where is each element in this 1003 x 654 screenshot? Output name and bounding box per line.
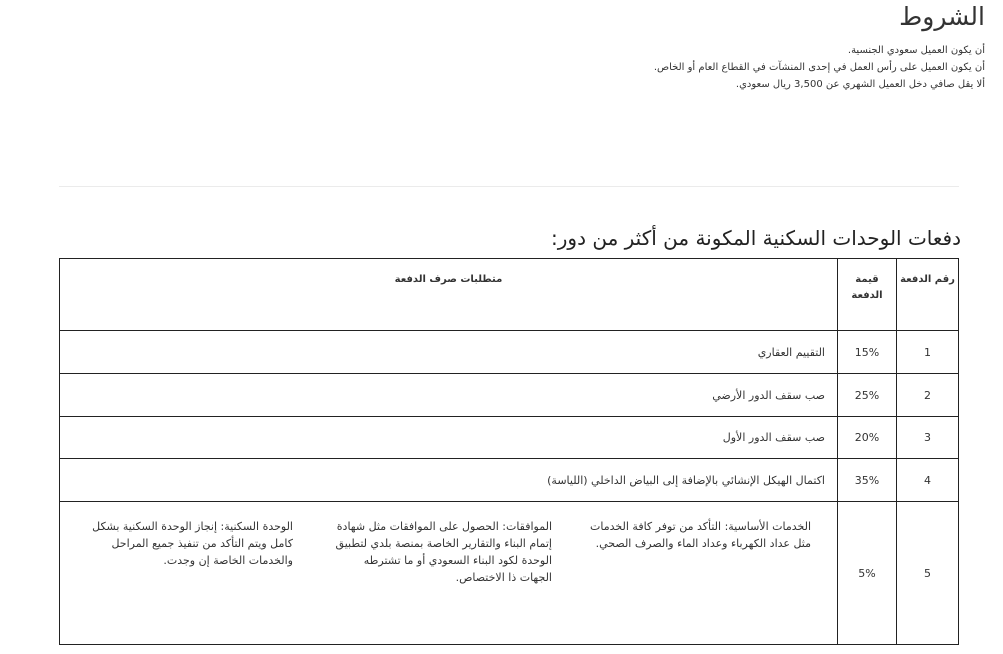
payment-requirement: التقييم العقاري: [60, 331, 838, 374]
condition-item: أن يكون العميل على رأس العمل في إحدى المنشآت في القطاع العام أو الخاص.: [653, 62, 985, 73]
condition-item: ألا يقل صافي دخل العميل الشهري عن 3,500 ريال سعودي.: [735, 79, 985, 90]
table-row: [60, 417, 959, 459]
header-payment-value: قيمة الدفعة: [838, 259, 897, 331]
payments-title: دفعات الوحدات السكنية المكونة من أكثر من دور:: [551, 226, 961, 250]
requirement-basic-services: الخدمات الأساسية: التأكد من توفر كافة الخدمات مثل عداد الكهرباء وعداد الماء والصرف الصحي.: [590, 520, 811, 550]
payment-requirements-cell: [60, 502, 838, 645]
condition-item: أن يكون العميل سعودي الجنسية.: [847, 45, 985, 56]
payment-requirement: صب سقف الدور الأول: [60, 417, 838, 459]
header-payment-number: رقم الدفعة: [897, 259, 959, 331]
table-row: [60, 459, 959, 502]
payment-requirement: صب سقف الدور الأرضي: [60, 374, 838, 417]
payment-requirement: اكتمال الهيكل الإنشائي بالإضافة إلى البياض الداخلي (اللياسة): [60, 459, 838, 502]
requirement-approvals: الموافقات: الحصول على الموافقات مثل شهادة إتمام البناء والتقارير الخاصة بمنصة بلدي لتطبيق الوحدة لكود البناء السعودي أو ما تشترطه الجهات ذا الاختصاص.: [335, 520, 552, 584]
payment-number: 3: [897, 417, 959, 459]
payment-number: 2: [897, 374, 959, 417]
table-header-row: [60, 259, 959, 331]
table-row: [60, 331, 959, 374]
payment-value: 5%: [838, 502, 897, 645]
table-row: [60, 374, 959, 417]
conditions-title: الشروط: [899, 2, 985, 31]
payment-number: 1: [897, 331, 959, 374]
payment-number: 5: [897, 502, 959, 645]
section-divider: [59, 186, 959, 187]
table-row-final: [60, 502, 959, 645]
requirement-housing-unit: الوحدة السكنية: إنجاز الوحدة السكنية بشكل كامل ويتم التأكد من تنفيذ جميع المراحل والخدمات الخاصة إن وجدت.: [92, 520, 293, 567]
conditions-list: [654, 42, 985, 93]
header-payment-requirements: متطلبات صرف الدفعة: [60, 259, 838, 331]
payments-table: [59, 258, 959, 645]
final-requirements: [60, 508, 837, 638]
payment-value: 35%: [838, 459, 897, 502]
payment-value: 15%: [838, 331, 897, 374]
payment-value: 20%: [838, 417, 897, 459]
payment-value: 25%: [838, 374, 897, 417]
payment-number: 4: [897, 459, 959, 502]
